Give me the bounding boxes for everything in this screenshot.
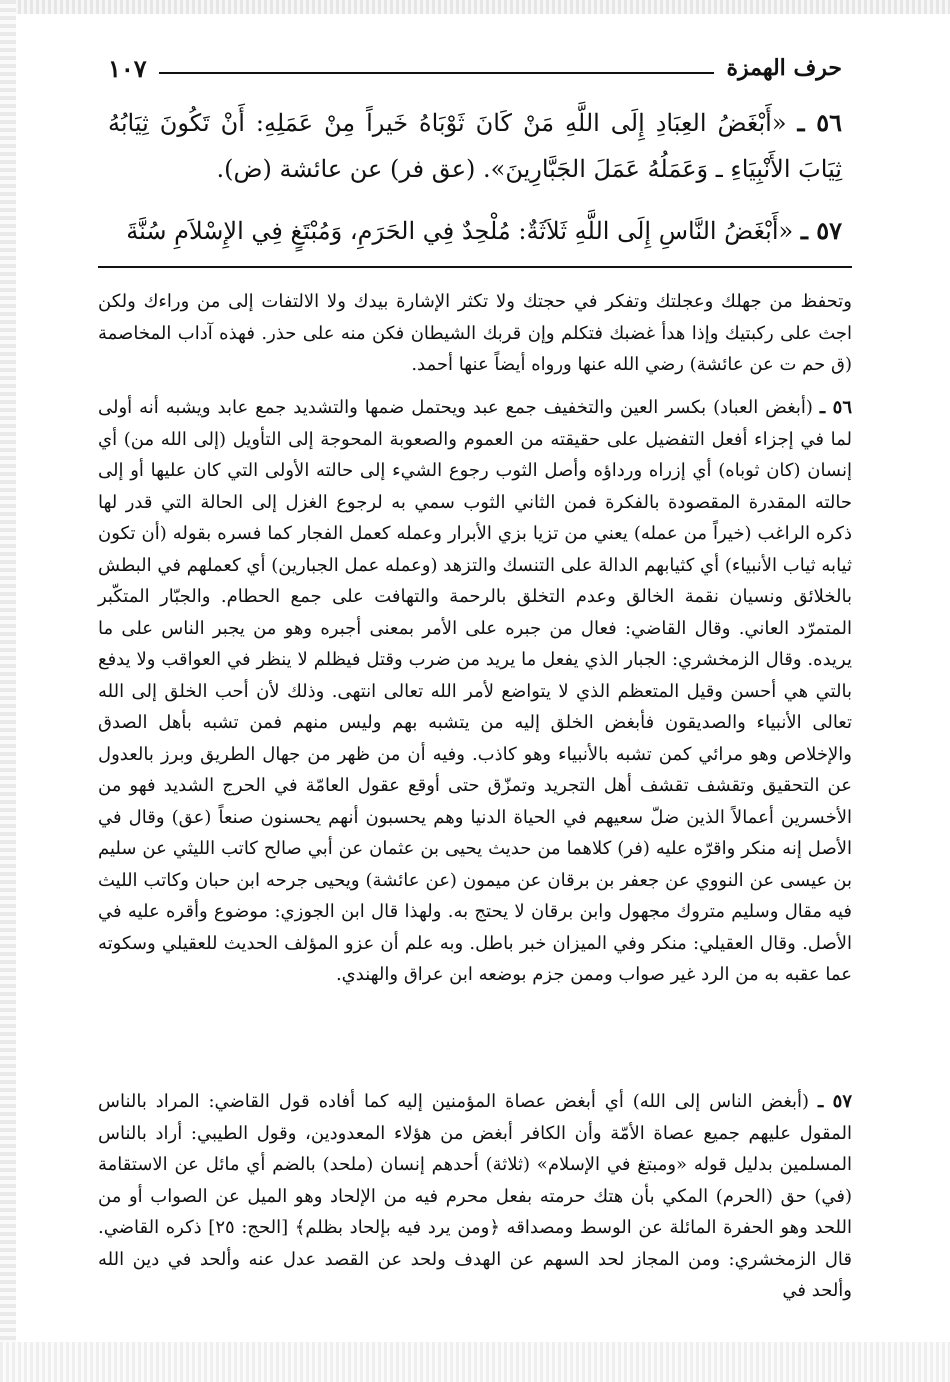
chapter-title: حرف الهمزة	[726, 55, 842, 81]
scan-edge-bottom	[0, 1342, 950, 1382]
header-rule	[159, 72, 715, 74]
commentary-paragraph: وتحفظ من جهلك وعجلتك وتفكر في حجتك ولا تكثر الإشارة بيدك ولا الالتفات إلى من وراءك ولكن اجث على ركبتيك وإذا هدأ غضبك فتكلم وإن قربك الشيطان فكن منه على حذر. فهذه آداب المخاصمة (ق حم ت عن عائشة) رضي الله عنها ورواه أيضاً عنها أحمد.	[98, 291, 852, 375]
scan-edge-left	[0, 0, 16, 1382]
hadith-57	[108, 208, 842, 255]
commentary-number: ٥٧ ـ	[817, 1091, 852, 1112]
page-number: ١٠٧	[108, 53, 147, 83]
commentary-text: (أبغض العباد) بكسر العين والتخفيف جمع عبد ويحتمل ضمها والتشديد جمع عابد ويشبه أنه أولى لما في إجزاء أفعل التفضيل على حقيقته من العموم والصعوبة المحوجة إلى التأويل (إلى الله من) أي إنسان (كان ثوباه) أي إزراه ورداؤه وأصل الثوب رجوع الشيء إلى حالته الأولى التي كان عليها أو إلى حالته المقدرة المقصودة بالفكرة فمن الثاني الثوب سمي به لرجوع الغزل إلى الحالة التي قدر لها ذكره الراغب (خيراً من عمله) يعني من تزيا بزي الأبرار وعمله كعمل الفجار كما فسره بقوله (أن تكون ثيابه ثياب الأنبياء) أي كثيابهم الدالة على التنسك والتزهد (وعمله عمل الجبارين) أي كعملهم في البطش بالخلائق ونسيان نقمة الخالق وعدم التخلق بالرحمة والتهافت على جمع الحطام. والجبّار المتكّبر المتمرّد العاني. وقال القاضي: فعال من جبره على الأمر بمعنى أجبره وهو من يجبر الناس على ما يريده. وقال الزمخشري: الجبار الذي يفعل ما يريد من ضرب وقتل فيظلم لا ينظر في العواقب ولا يدفع بالتي هي أحسن وقيل المتعظم الذي لا يتواضع لأمر الله تعالى انتهى. وذلك لأن أحب الخلق إلى الله تعالى الأنبياء والصديقون فأبغض الخلق إليه من يتشبه بهم وليس منهم فمن تشبه بأهل الصدق والإخلاص وهو مرائي كمن تشبه بالأنبياء وهو كاذب. وفيه أن من ظهر من جهال الطريق وبرز بالعدول عن التحقيق وتقشف تقشف أهل التجريد وتمزّق حتى أوقع عقول العامّة في الحرج الشديد فهو من الأخسرين أعمالاً الذين ضلّ سعيهم في الحياة الدنيا وهم يحسبون أنهم يحسنون صنعاً (عق) وقال في الأصل إنه منكر واقرّه عليه (فر) كلاهما من حديث يحيى بن عثمان عن أبي صالح كاتب الليثي عن سليم بن عيسى عن النووي عن جعفر بن برقان عن ميمون (عن عائشة) ويحيى جرحه ابن حبان وكاتب الليث فيه مقال وسليم متروك مجهول وابن برقان لا يحتج به. ولهذا قال ابن الجوزي: موضوع وأقره عليه في الأصل. وقال العقيلي: منكر وفي الميزان خبر باطل. وبه علم أن عزو المؤلف الحديث للعقيلي وسكوته عما عقبه به من الرد غير صواب وممن جزم بوضعه ابن عراق والهندي.	[98, 397, 853, 985]
commentary-56	[98, 392, 852, 991]
commentary-text: (أبغض الناس إلى الله) أي أبغض عصاة المؤمنين إليه كما أفاده قول القاضي: المراد بالناس المقول عليهم جميع عصاة الأمّة وأن الكافر أبغض من هؤلاء المعدودين، وقول الطيبي: أراد بالناس المسلمين بدليل قوله «ومبتغ في الإسلام» (ثلاثة) أحدهم إنسان (ملحد) بالضم أي مائل عن الاستقامة (في) حق (الحرم) المكي بأن هتك حرمته بفعل محرم فيه من الإلحاد وهو الميل عن الصواب أو من اللحد وهو الحفرة المائلة عن الوسط ومصداقه ﴿ومن يرد فيه بإلحاد بظلم﴾ [الحج: ٢٥] ذكره القاضي. قال الزمخشري: ومن المجاز لحد السهم عن الهدف ولحد عن القصد عدل عنه وألحد في دين الله وألحد في	[98, 1091, 852, 1301]
commentary-continuation	[98, 286, 852, 381]
scan-edge-top	[0, 0, 950, 14]
commentary-paragraph	[98, 1086, 852, 1307]
hadith-number: ٥٧ ـ	[800, 216, 842, 245]
commentary-57	[98, 1086, 852, 1307]
hadith-text: «أَبْغَضُ النَّاسِ إِلَى اللَّهِ ثَلاَثَةٌ: مُلْحِدٌ فِي الحَرَمِ، وَمُبْتَغٍ فِي الإِسْلاَمِ سُنَّةَ	[126, 217, 794, 245]
running-header	[108, 48, 842, 88]
hadith-number: ٥٦ ـ	[797, 108, 842, 137]
footnote-divider	[98, 266, 852, 268]
commentary-paragraph	[98, 392, 852, 991]
hadith-text: «أَبْغَضُ العِبَادِ إِلَى اللَّهِ مَنْ كَانَ ثَوْبَاهُ خَيراً مِنْ عَمَلِهِ: أَنْ تَكُونَ ثِيَابُهُ ثِيَابَ الأَنْبِيَاءِ ـ وَعَمَلُهُ عَمَلَ الجَبَّارِينَ». (عق فر) عن عائشة (ض).	[108, 109, 842, 183]
commentary-number: ٥٦ ـ	[819, 397, 852, 418]
hadith-56	[108, 100, 842, 192]
